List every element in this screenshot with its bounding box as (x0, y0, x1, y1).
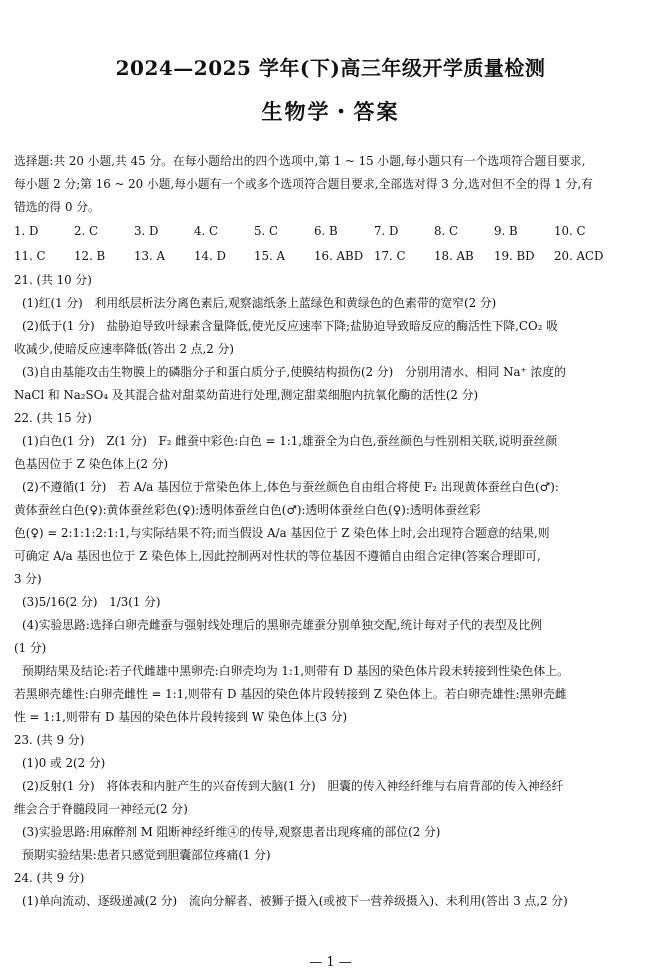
choice-answers-row-1 (14, 219, 648, 244)
choice-answer: 5. C (254, 224, 279, 238)
question-22-line: 3 分) (14, 572, 42, 586)
intro-line: 错选的得 0 分。 (14, 200, 100, 214)
question-21-heading: 21. (共 10 分) (14, 273, 92, 287)
question-22-line: 性 = 1:1,则带有 D 基因的染色体片段转接到 W 染色体上(3 分) (14, 710, 348, 724)
page-subtitle: 生物学・答案 (261, 99, 400, 124)
question-23-line: (1)0 或 2(2 分) (22, 756, 106, 770)
question-22-line: 可确定 A/a 基因也位于 Z 染色体上,因此控制两对性状的等位基因不遵循自由组合定律(答案合理即可, (14, 549, 541, 563)
question-24-line: (1)单向流动、逐级递减(2 分) 流向分解者、被狮子摄入(或被下一营养级摄入)、未利用(答出 3 点,2 分) (22, 894, 568, 908)
question-21-line: (3)自由基能攻击生物膜上的磷脂分子和蛋白质分子,使膜结构损伤(2 分) 分别用清水、相同 Na⁺ 浓度的 (22, 365, 566, 379)
question-21-line: (1)红(1 分) 利用纸层析法分离色素后,观察滤纸条上蓝绿色和黄绿色的色素带的宽窄(2 分) (22, 296, 497, 310)
question-22-line: 若黑卵壳雄性:白卵壳雌性 = 1:1,则带有 D 基因的染色体片段转接到 Z 染色体上。若白卵壳雄性:黑卵壳雌 (14, 687, 567, 701)
choice-answer: 13. A (134, 249, 166, 263)
question-23-line: (3)实验思路:用麻醉剂 M 阻断神经纤维④的传导,观察患者出现疼痛的部位(2 分) (22, 825, 441, 839)
intro-line: 选择题:共 20 小题,共 45 分。在每小题给出的四个选项中,第 1 ~ 15 小题,每小题只有一个选项符合题目要求, (14, 154, 586, 168)
choice-answer: 19. BD (494, 249, 535, 263)
question-22-line: (2)不遵循(1 分) 若 A/a 基因位于常染色体上,体色与蚕丝颜色自由组合将使 F₂ 出现黄体蚕丝白色(♂): (22, 480, 559, 494)
question-21-line: NaCl 和 Na₂SO₄ 及其混合盐对甜菜幼苗进行处理,测定甜菜细胞内抗氧化酶的活性(2 分) (14, 388, 479, 402)
question-22-line: 色(♀) = 2:1:1:2:1:1,与实际结果不符;而当假设 A/a 基因位于 Z 染色体上时,会出现符合题意的结果,则 (14, 526, 550, 540)
question-22-line: (1 分) (14, 641, 47, 655)
choice-answer: 11. C (14, 249, 46, 263)
choice-answer: 4. C (194, 224, 219, 238)
question-22-heading: 22. (共 15 分) (14, 411, 92, 425)
choice-answer: 8. C (434, 224, 459, 238)
question-21-line: (2)低于(1 分) 盐胁迫导致叶绿素含量降低,使光反应速率下降;盐胁迫导致暗反应的酶活性下降,CO₂ 吸 (22, 319, 558, 333)
question-23-heading: 23. (共 9 分) (14, 733, 85, 747)
question-22-line: 预期结果及结论:若子代雌雄中黑卵壳:白卵壳均为 1:1,则带有 D 基因的染色体片段未转接到性染色体上。 (22, 664, 569, 678)
question-21-line: 收减少,使暗反应速率降低(答出 2 点,2 分) (14, 342, 234, 356)
question-22-line: 黄体蚕丝白色(♀):黄体蚕丝彩色(♀):透明体蚕丝白色(♂):透明体蚕丝白色(♀):透明体蚕丝彩 (14, 503, 481, 517)
choice-answer: 2. C (74, 224, 99, 238)
choice-answer: 16. ABD (314, 249, 364, 263)
choice-answer: 15. A (254, 249, 286, 263)
intro-line: 每小题 2 分;第 16 ~ 20 小题,每小题有一个或多个选项符合题目要求,全部选对得 3 分,选对但不全的得 1 分,有 (14, 177, 593, 191)
question-23-line: (2)反射(1 分) 将体表和内脏产生的兴奋传到大脑(1 分) 胆囊的传入神经纤维与右肩背部的传入神经纤 (22, 779, 564, 793)
choice-answer: 12. B (74, 249, 106, 263)
choice-answer: 14. D (194, 249, 226, 263)
question-22-line: (4)实验思路:选择白卵壳雌蚕与强射线处理后的黑卵壳雄蚕分别单独交配,统计每对子代的表型及比例 (22, 618, 542, 632)
choice-answer: 20. ACD (554, 249, 604, 263)
choice-answer: 1. D (14, 224, 39, 238)
page-number: — 1 — (309, 955, 352, 970)
question-24-heading: 24. (共 9 分) (14, 871, 85, 885)
choice-answer: 6. B (314, 224, 338, 238)
choice-answer: 3. D (134, 224, 159, 238)
answer-content (14, 150, 648, 913)
page-title: 2024—2025 学年(下)高三年级开学质量检测 (115, 56, 546, 80)
choice-answer: 17. C (374, 249, 406, 263)
choice-answer: 7. D (374, 224, 399, 238)
choice-answers-row-2 (14, 244, 648, 269)
choice-answer: 9. B (494, 224, 518, 238)
question-22-line: (3)5/16(2 分) 1/3(1 分) (22, 595, 161, 609)
question-22-line: (1)白色(1 分) Z(1 分) F₂ 雌蚕中彩色:白色 = 1:1,雄蚕全为白色,蚕丝颜色与性别相关联,说明蚕丝颜 (22, 434, 558, 448)
choice-answer: 18. AB (434, 249, 474, 263)
choice-answer: 10. C (554, 224, 586, 238)
question-23-line: 预期实验结果:患者只感觉到胆囊部位疼痛(1 分) (22, 848, 271, 862)
question-23-line: 维会合于脊髓段同一神经元(2 分) (14, 802, 188, 816)
question-22-line: 色基因位于 Z 染色体上(2 分) (14, 457, 169, 471)
